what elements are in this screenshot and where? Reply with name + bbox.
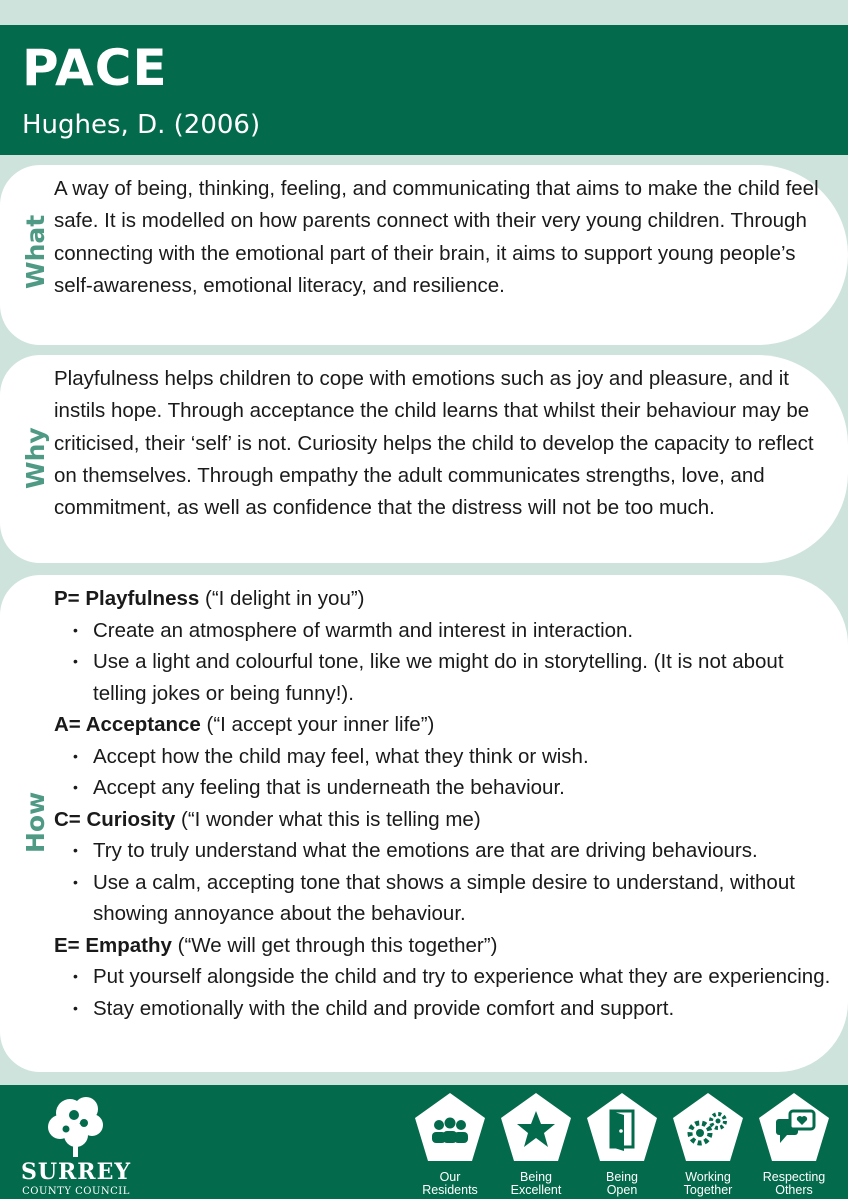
why-label: Why	[21, 427, 50, 489]
value-respecting-others	[756, 1091, 832, 1197]
surrey-logo	[20, 1093, 132, 1197]
gears-icon	[670, 1091, 746, 1167]
logo-subtitle: COUNTY COUNCIL	[22, 1186, 130, 1197]
list-item: • Use a calm, accepting tone that shows a simple desire to understand, without showing annoyance about the behaviour.	[93, 867, 842, 930]
value-being-open	[584, 1091, 660, 1197]
star-icon	[498, 1091, 574, 1167]
section-heading: P= Playfulness	[54, 587, 200, 610]
page-subtitle: Hughes, D. (2006)	[22, 110, 261, 140]
people-icon	[412, 1091, 488, 1167]
how-content	[54, 583, 842, 1024]
value-label-line: Together	[683, 1183, 733, 1197]
value-label-line: Respecting	[762, 1170, 826, 1184]
list-item: • Stay emotionally with the child and provide comfort and support.	[93, 993, 842, 1025]
section-quote: (“I delight in you”)	[199, 587, 365, 610]
why-panel	[0, 355, 848, 563]
why-text: Playfulness helps children to cope with emotions such as joy and pleasure, and it instils hope. Through acceptance the child learns that whilst their behaviour may be criticised, their ‘self’ is not. Curiosity helps the child to develop the capacity to reflect on themselves. Through empathy the adult communicates strengths, love, and commitment, as well as confidence that the distress will not be too much.	[54, 367, 814, 520]
value-label-line: Being	[606, 1170, 638, 1184]
section-quote: (“I wonder what this is telling me)	[175, 807, 481, 831]
section-heading: A= Acceptance	[54, 713, 201, 736]
pace-section-empathy	[54, 930, 842, 962]
how-panel	[0, 575, 848, 1072]
bullet-list	[54, 615, 842, 710]
section-heading: C= Curiosity	[54, 807, 176, 831]
list-item: • Put yourself alongside the child and try to experience what they are experiencing.	[93, 961, 842, 993]
value-label-line: Our	[439, 1170, 461, 1184]
value-label-line: Residents	[422, 1183, 478, 1197]
list-item: • Accept any feeling that is underneath the behaviour.	[93, 772, 842, 804]
what-panel	[0, 165, 848, 345]
value-label-line: Others	[775, 1183, 813, 1197]
page-footer	[0, 1085, 848, 1199]
list-item: • Use a light and colourful tone, like we might do in storytelling. (It is not about telling jokes or being funny!).	[93, 646, 842, 709]
list-item: • Try to truly understand what the emotions are that are driving behaviours.	[93, 835, 842, 867]
value-being-excellent	[498, 1091, 574, 1197]
how-label: How	[21, 791, 50, 853]
page-title: PACE	[22, 39, 168, 97]
list-item: • Accept how the child may feel, what they think or wish.	[93, 741, 842, 773]
page-header	[0, 25, 848, 155]
pace-section-curiosity	[54, 804, 842, 836]
bullet-list	[54, 961, 842, 1024]
speech-heart-icon	[756, 1091, 832, 1167]
oak-leaf-icon	[20, 1093, 132, 1159]
bullet-list	[54, 741, 842, 804]
bullet-list	[54, 835, 842, 930]
value-working-together	[670, 1091, 746, 1197]
section-quote: (“We will get through this together”)	[171, 933, 498, 957]
logo-name: SURREY	[20, 1159, 132, 1185]
list-item: • Create an atmosphere of warmth and interest in interaction.	[93, 615, 842, 647]
pace-section-acceptance	[54, 709, 842, 741]
what-text: A way of being, thinking, feeling, and communicating that aims to make the child feel safe. It is modelled on how parents connect with their very young children. Through connecting with the emotional part of their brain, it aims to support young people’s self-awareness, emotional literacy, and resilience.	[54, 177, 819, 297]
section-heading: E= Empathy	[54, 933, 172, 957]
pace-section-playfulness	[54, 583, 842, 615]
section-quote: (“I accept your inner life”)	[200, 713, 435, 736]
value-label-line: Working	[685, 1170, 731, 1184]
value-label-line: Open	[606, 1183, 638, 1197]
value-label-line: Excellent	[510, 1183, 562, 1197]
value-label-line: Being	[520, 1170, 552, 1184]
value-our-residents	[412, 1091, 488, 1197]
what-label: What	[21, 214, 50, 289]
door-icon	[584, 1091, 660, 1167]
